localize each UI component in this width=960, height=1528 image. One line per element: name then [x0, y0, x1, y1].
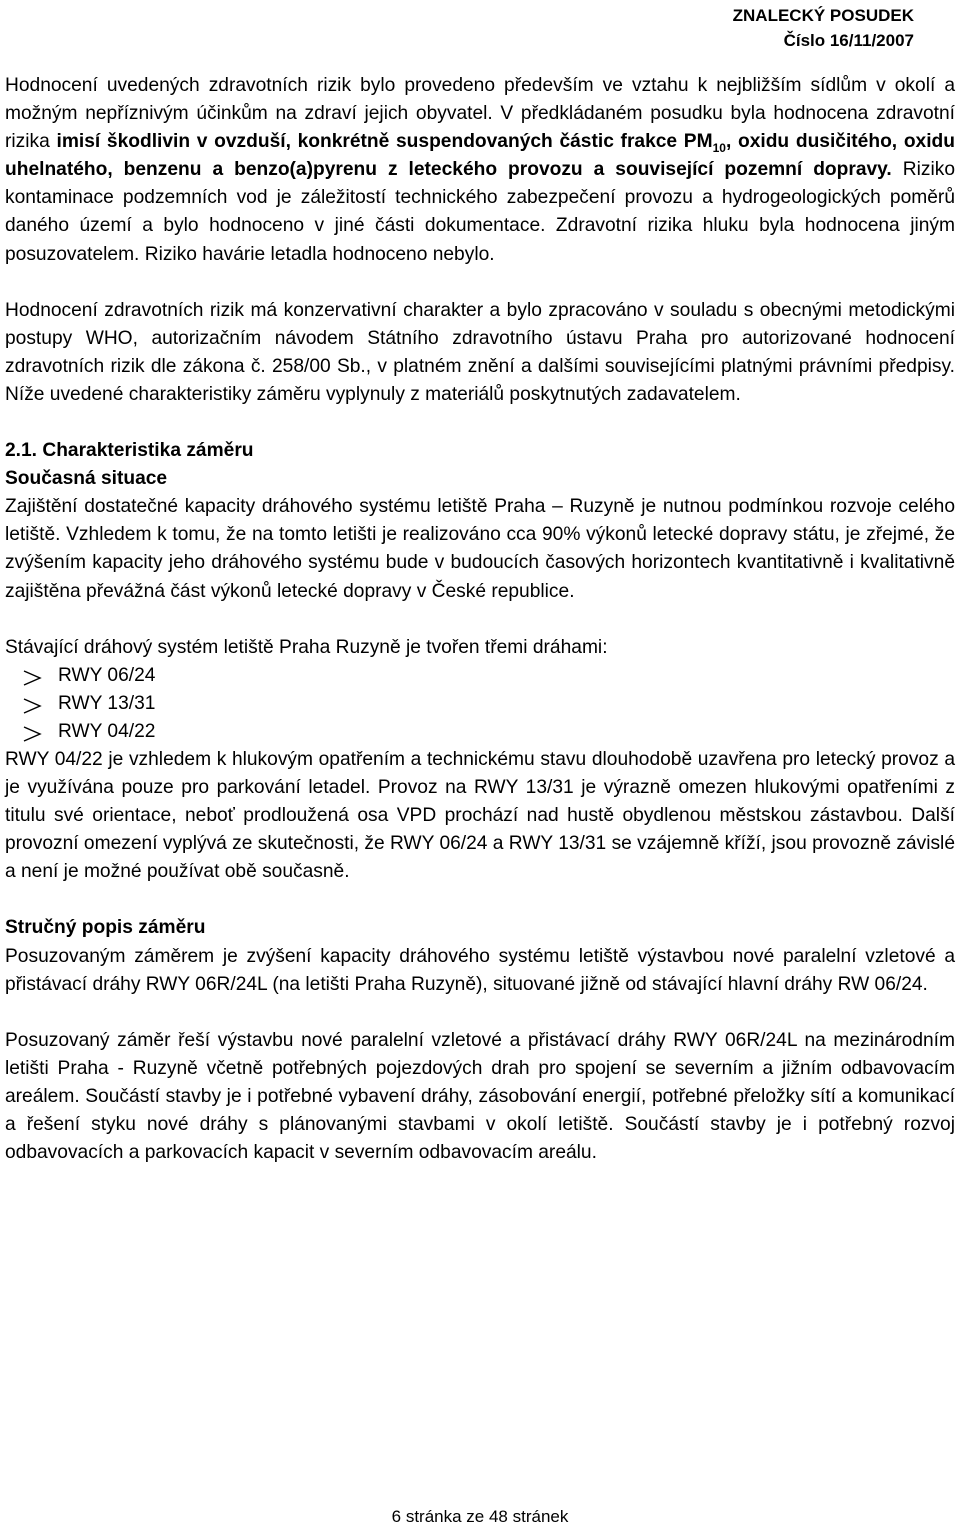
- paragraph-text: Riziko kontaminace podzemních vod je záležitostí technického zabezpečení provozu a hydrogeologických poměrů daného území a bylo hodnoceno v jiné části dokumentace. Zdravotní rizika hluku byla hodnocena jiným posuzovatelem. Riziko havárie letadla hodnoceno nebylo.: [5, 159, 955, 265]
- runway-label: RWY 13/31: [58, 692, 156, 714]
- bullet-icon: [21, 696, 43, 716]
- subsection-heading-current: Současná situace: [5, 468, 168, 490]
- paragraph-methodology: Hodnocení zdravotních rizik má konzervativní charakter a bylo zpracováno v souladu s obecnými metodickými postupy WHO, autorizačním návodem Státního zdravotního ústavu Praha pro autorizované hodnocení zdravotních rizik dle zákona č. 258/00 Sb., v platném znění a dalšími souvisejícími platnými právními předpisy. Níže uvedené charakteristiky záměru vyplynuly z materiálů poskytnutých zadavatelem.: [5, 299, 955, 405]
- document-body: [5, 72, 955, 1167]
- paragraph-runway-intro: Stávající dráhový systém letiště Praha Ruzyně je tvořen třemi dráhami:: [5, 636, 608, 658]
- paragraph-project-summary: Posuzovaným záměrem je zvýšení kapacity dráhového systému letiště výstavbou nové paralelní vzletové a přistávací dráhy RWY 06R/24L (na letišti Praha Ruzyně), situované jižně od stávající hlavní dráhy RW 06/24.: [5, 945, 955, 995]
- runway-label: RWY 06/24: [58, 664, 156, 686]
- subscript: 10: [712, 141, 726, 156]
- list-item: [5, 718, 955, 746]
- paragraph-risk-assessment: [5, 72, 955, 269]
- runway-label: RWY 04/22: [58, 720, 156, 742]
- paragraph-runway-restrictions: RWY 04/22 je vzhledem k hlukovým opatřením a technickému stavu dlouhodobě uzavřena pro letecký provoz a je využívána pouze pro parkování letadel. Provoz na RWY 13/31 je výrazně omezen hlukovými opatřeními z titulu své orientace, neboť prodloužená osa VPD prochází nad hustě obydlenou městskou zástavbou. Další provozní omezení vyplývá ze skutečnosti, že RWY 06/24 a RWY 13/31 se vzájemně kříží, jsou provozně závislé a není je možné používat obě současně.: [5, 748, 955, 883]
- paragraph-text: Hodnocení uvedených zdravotních rizik bylo provedeno především ve vztahu k nejbližším sídlům v okolí a možným nepříznivým účinkům na zdraví jejich obyvatel. V předkládaném posudku byla hodnocena zdravotní rizika: [5, 75, 955, 153]
- section-heading: 2.1. Charakteristika záměru: [5, 440, 254, 462]
- list-item: [5, 662, 955, 690]
- document-number: Číslo 16/11/2007: [783, 31, 914, 50]
- paragraph-bold-text: imisí škodlivin v ovzduší, konkrétně suspendovaných částic frakce PM: [56, 131, 713, 153]
- runway-list: [5, 662, 955, 746]
- paragraph-project-detail: Posuzovaný záměr řeší výstavbu nové paralelní vzletové a přistávací dráhy RWY 06R/24L na mezinárodním letišti Praha - Ruzyně včetně potřebných pojezdových drah pro spojení se severním a jižním odbavovacím areálem. Součástí stavby je i potřebné vybavení dráhy, zásobování energií, potřebné přeložky sítí a komunikací a řešení styku nové dráhy s plánovanými stavbami v okolí letiště. Součástí stavby je i potřebný rozvoj odbavovacích a parkovacích kapacit v severním odbavovacím areálu.: [5, 1029, 955, 1164]
- list-item: [5, 690, 955, 718]
- bullet-icon: [21, 668, 43, 688]
- document-title: ZNALECKÝ POSUDEK: [732, 6, 914, 25]
- document-header: [733, 3, 914, 53]
- paragraph-bold-text: , oxidu dusičitého, oxidu uhelnatého, benzenu a benzo(a)pyrenu z leteckého provozu a související pozemní dopravy.: [5, 131, 955, 181]
- bullet-icon: [21, 724, 43, 744]
- paragraph-capacity: Zajištění dostatečné kapacity dráhového systému letiště Praha – Ruzyně je nutnou podmínkou rozvoje celého letiště. Vzhledem k tomu, že na tomto letišti je realizováno cca 90% výkonů letecké dopravy státu, je zřejmé, že zvýšením kapacity jeho dráhového systému bude v budoucích časových horizontech kvantitativně i kvalitativně zajištěna převážná část výkonů letecké dopravy v České republice.: [5, 496, 955, 602]
- page-footer: 6 stránka ze 48 stránek: [391, 1507, 569, 1526]
- subsection-heading-description: Stručný popis záměru: [5, 917, 206, 939]
